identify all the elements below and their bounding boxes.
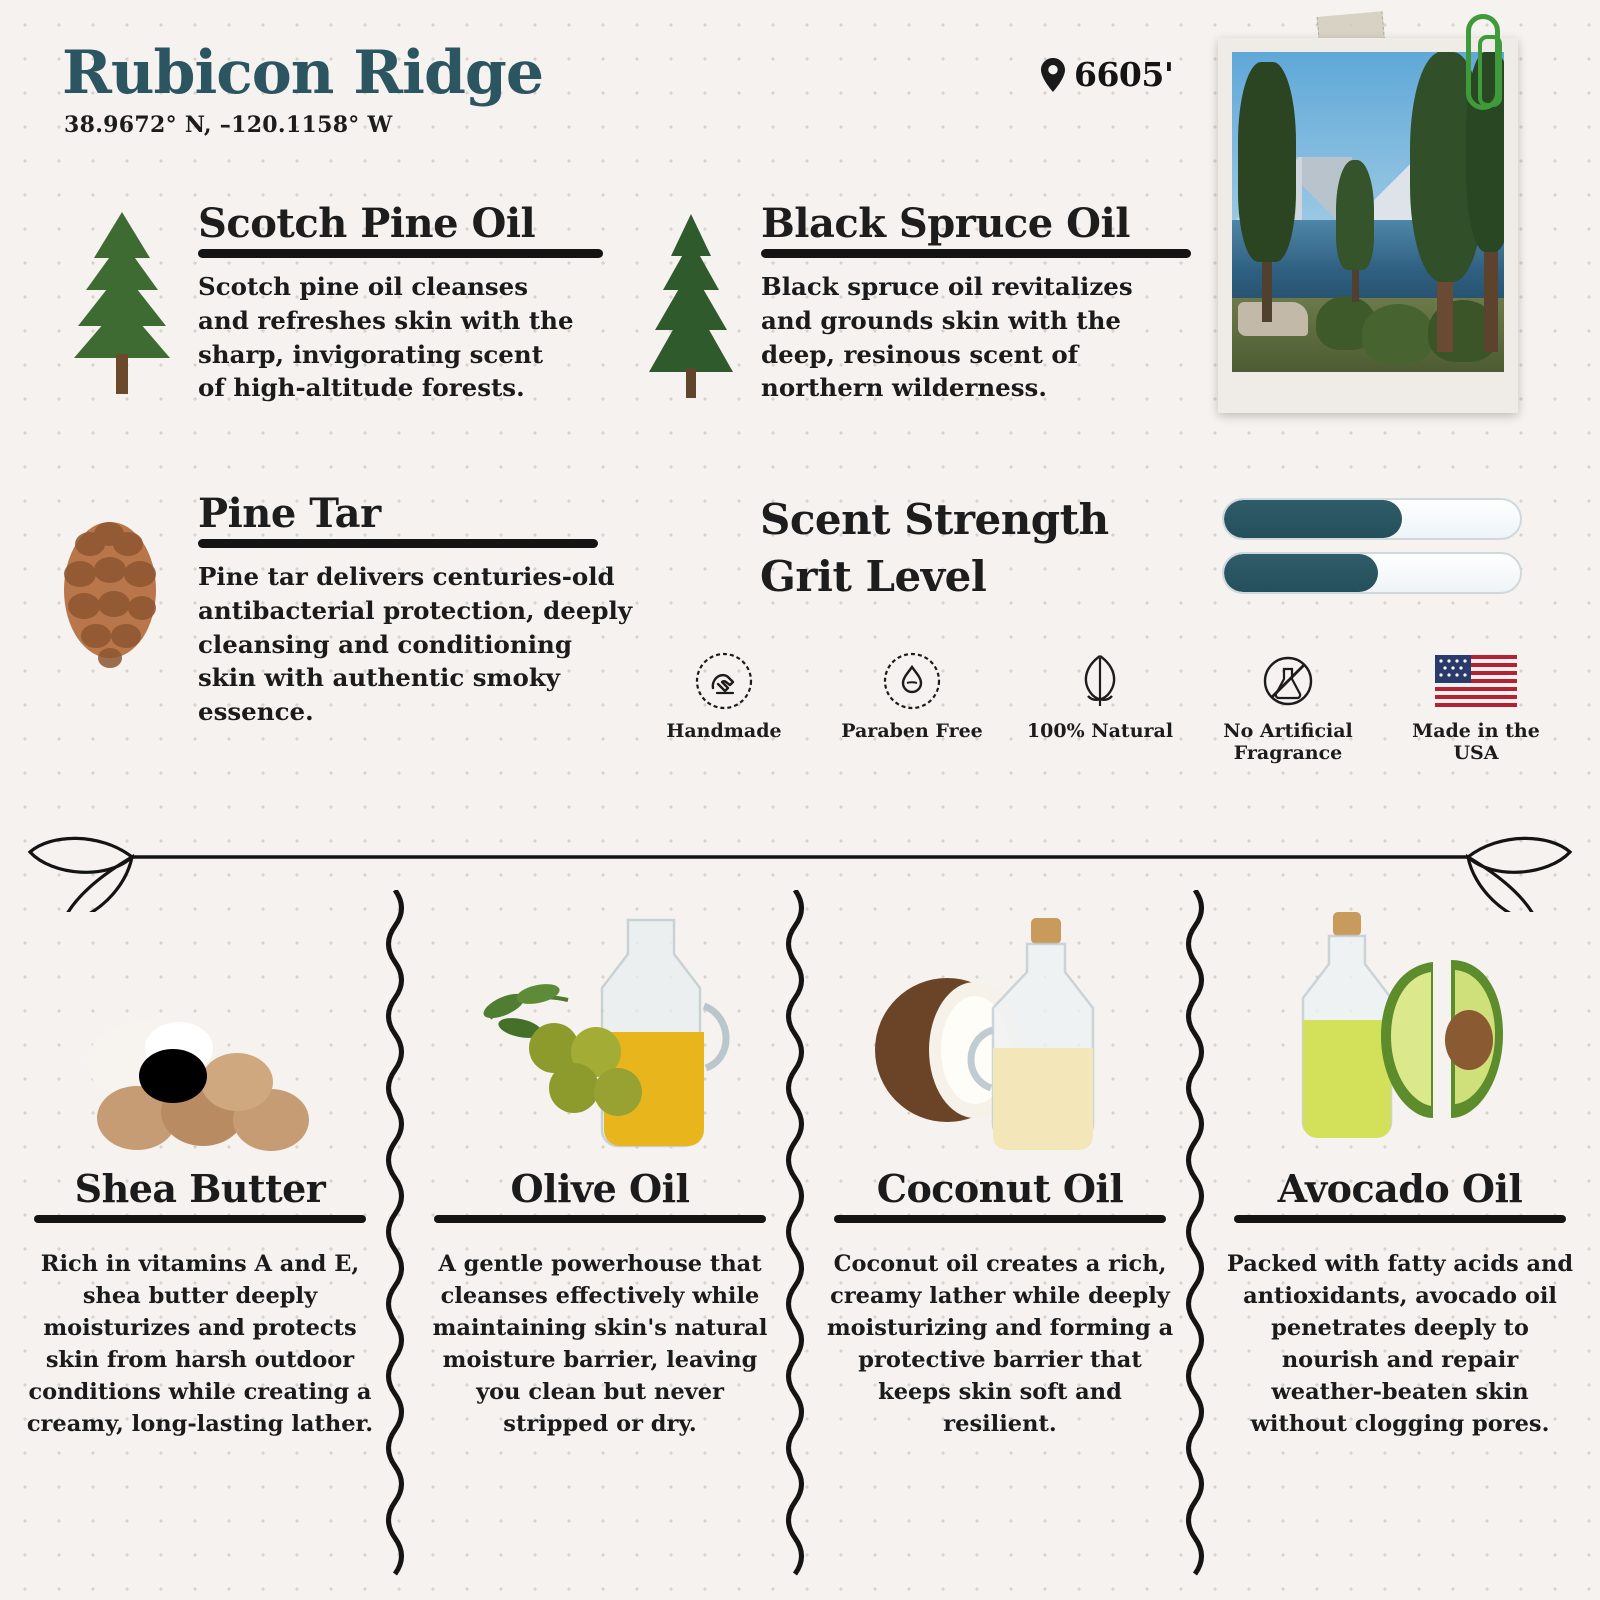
meter-scent-strength[interactable] [1222, 498, 1522, 540]
badge-label: 100% Natural [1026, 720, 1174, 742]
coordinates-text: 38.9672° N, –120.1158° W [64, 112, 393, 138]
badge-label: Paraben Free [841, 720, 983, 742]
avocado-oil-bottle-icon [1226, 890, 1574, 1160]
badge-paraben-free [828, 650, 996, 742]
paraben-free-drop-icon [828, 650, 996, 712]
ingredient-black-spruce-oil [645, 200, 1205, 405]
no-flask-icon [1204, 650, 1372, 712]
card-title: Coconut Oil [876, 1166, 1124, 1211]
landscape-photo [1232, 52, 1504, 372]
meter-label-scent-strength: Scent Strength [760, 495, 1109, 544]
base-oil-card-shea-butter [0, 890, 400, 1590]
card-underline [834, 1215, 1166, 1223]
meter-label-grit-level: Grit Level [760, 552, 987, 601]
meter-fill [1224, 554, 1378, 592]
location-pin-icon [1040, 58, 1066, 92]
elevation-value: 6605' [1074, 55, 1174, 94]
card-description: A gentle powerhouse that cleanses effectively while maintaining skin's natural moisture barrier, leaving you clean but never stripped or dry. [432, 1251, 768, 1437]
ingredient-title: Pine Tar [198, 490, 381, 537]
badge-handmade [640, 650, 808, 742]
page-title: Rubicon Ridge [62, 38, 544, 108]
card-title: Olive Oil [510, 1166, 690, 1211]
badge-no-artificial-fragrance [1204, 650, 1372, 765]
pine-cone-icon [50, 490, 180, 674]
badge-row [640, 650, 1560, 765]
spruce-tree-icon [645, 200, 745, 400]
ingredient-description: Scotch pine oil cleanses and refreshes skin with the sharp, invigorating scent of high-altitude forests. [198, 272, 574, 403]
ingredient-title: Black Spruce Oil [761, 200, 1130, 247]
ingredient-pine-tar [50, 490, 650, 729]
card-underline [1234, 1215, 1566, 1223]
elevation-group [1040, 55, 1173, 94]
card-description: Rich in vitamins A and E, shea butter deeply moisturizes and protects skin from harsh outdoor conditions while creating a creamy, long-lasting lather. [26, 1251, 374, 1437]
meter-fill [1224, 500, 1402, 538]
card-title: Avocado Oil [1277, 1166, 1523, 1211]
badge-label: Made in the USA [1412, 720, 1540, 765]
badge-label: No Artificial Fragrance [1223, 720, 1353, 765]
base-oils-row [0, 890, 1600, 1590]
meter-grit-level[interactable] [1222, 552, 1522, 594]
title-underline [761, 249, 1191, 258]
olive-oil-bottle-icon [426, 890, 774, 1160]
base-oil-card-coconut-oil [800, 890, 1200, 1590]
card-underline [34, 1215, 366, 1223]
card-title: Shea Butter [74, 1166, 326, 1211]
ingredient-scotch-pine-oil [70, 200, 630, 405]
usa-flag-icon [1392, 650, 1560, 712]
ingredient-title: Scotch Pine Oil [198, 200, 536, 247]
badge-made-in-usa [1392, 650, 1560, 765]
pine-tree-icon [70, 200, 180, 396]
shea-nuts-icon [26, 890, 374, 1160]
coconut-oil-bottle-icon [826, 890, 1174, 1160]
handmade-hands-icon [640, 650, 808, 712]
card-description: Coconut oil creates a rich, creamy lather while deeply moisturizing and forming a protective barrier that keeps skin soft and resilient. [826, 1251, 1174, 1437]
paperclip-icon [1466, 14, 1500, 110]
card-description: Packed with fatty acids and antioxidants, avocado oil penetrates deeply to nourish and repair weather-beaten skin without clogging pores. [1226, 1251, 1574, 1437]
base-oil-card-olive-oil [400, 890, 800, 1590]
badge-label: Handmade [666, 720, 782, 742]
ingredient-description: Black spruce oil revitalizes and grounds skin with the deep, resinous scent of northern wilderness. [761, 272, 1133, 403]
base-oil-card-avocado-oil [1200, 890, 1600, 1590]
title-underline [198, 249, 603, 258]
title-underline [198, 539, 598, 548]
badge-natural [1016, 650, 1184, 742]
leaf-icon [1016, 650, 1184, 712]
ingredient-description: Pine tar delivers centuries-old antibacterial protection, deeply cleansing and conditioning skin with authentic smoky essence. [198, 562, 633, 727]
card-underline [434, 1215, 766, 1223]
